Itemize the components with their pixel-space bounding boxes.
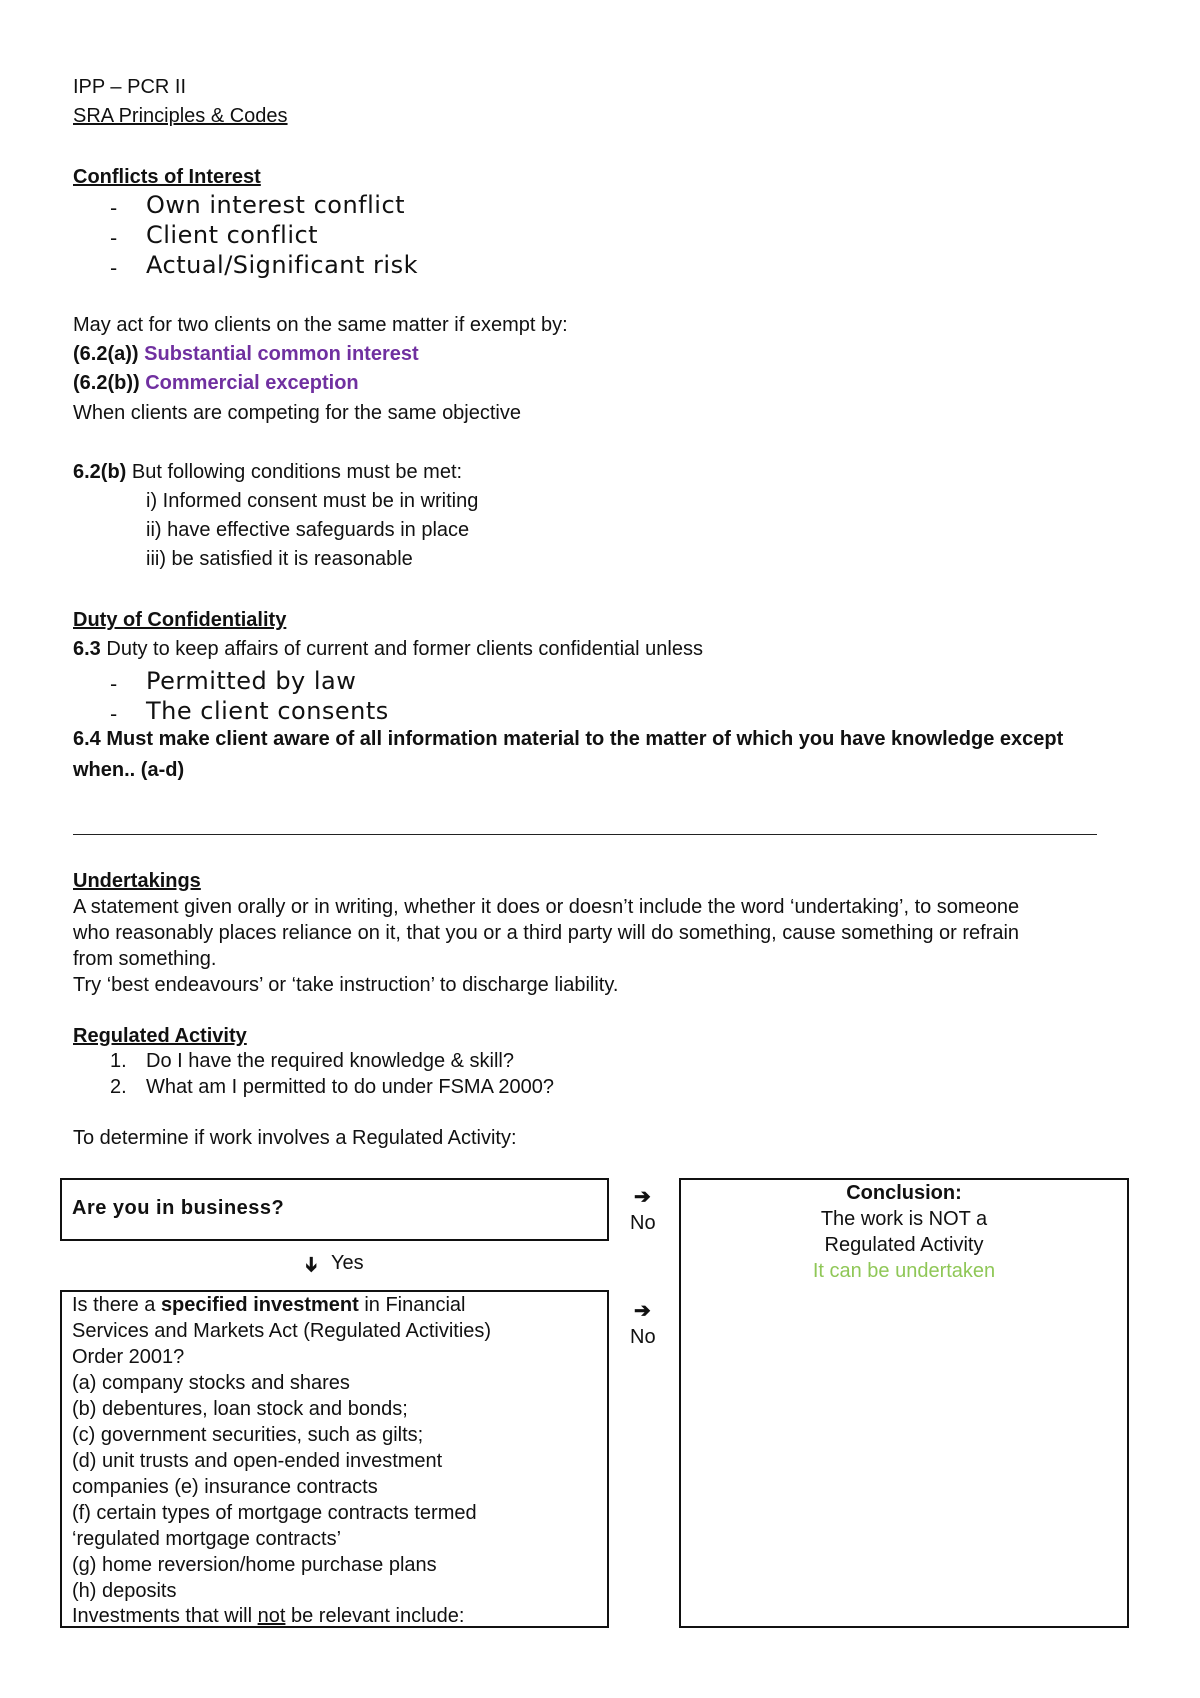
regulated-item: Do I have the required knowledge & skill? bbox=[146, 1050, 514, 1072]
rule-text: Duty to keep affairs of current and former clients confidential unless bbox=[106, 638, 703, 660]
regulated-heading: Regulated Activity bbox=[73, 1025, 247, 1047]
investment-question-cont: Order 2001? bbox=[72, 1346, 185, 1368]
determine-text: To determine if work involves a Regulated Activity: bbox=[73, 1127, 517, 1149]
undertakings-text: A statement given orally or in writing, whether it does or doesn’t include the word ‘undertaking’, to someone bbox=[73, 896, 1020, 918]
confidentiality-bullet: The client consents bbox=[146, 697, 389, 725]
investment-question bbox=[72, 1294, 466, 1317]
regulated-item: What am I permitted to do under FSMA 2000? bbox=[146, 1076, 554, 1098]
competing-note: When clients are competing for the same objective bbox=[73, 402, 521, 424]
no-label: No bbox=[630, 1212, 656, 1234]
undertakings-tip: Try ‘best endeavours’ or ‘take instruction’ to discharge liability. bbox=[73, 974, 619, 996]
conclusion-title: Conclusion: bbox=[846, 1182, 962, 1204]
conflicts-heading: Conflicts of Interest bbox=[73, 166, 261, 188]
question-box-investment bbox=[60, 1290, 609, 1628]
exclusions-not: not bbox=[257, 1605, 286, 1627]
undertakings-heading: Undertakings bbox=[73, 870, 201, 892]
q2-bold: specified investment bbox=[160, 1294, 359, 1316]
condition-item: iii) be satisfied it is reasonable bbox=[146, 548, 413, 570]
exemption-text: Substantial common interest bbox=[144, 343, 419, 365]
conclusion-box bbox=[679, 1178, 1129, 1628]
conclusion-text: The work is NOT a bbox=[820, 1208, 988, 1230]
condition-item: i) Informed consent must be in writing bbox=[146, 490, 479, 512]
rule-6-4-cont: when.. (a-d) bbox=[73, 759, 185, 781]
section-divider bbox=[73, 834, 1097, 835]
exemption-text: Commercial exception bbox=[145, 372, 359, 394]
bullet-dash-icon: - bbox=[110, 256, 118, 280]
arrow-down-icon: ➔ bbox=[299, 1256, 322, 1273]
conflict-bullet: Own interest conflict bbox=[146, 191, 406, 219]
investment-item: (f) certain types of mortgage contracts termed bbox=[72, 1502, 477, 1524]
conflict-bullet: Client conflict bbox=[146, 221, 319, 249]
bullet-dash-icon: - bbox=[110, 196, 118, 220]
bullet-dash-icon: - bbox=[110, 226, 118, 250]
exclusions-post: be relevant include: bbox=[285, 1605, 465, 1627]
rule-6-4 bbox=[73, 728, 1063, 751]
investment-item: (a) company stocks and shares bbox=[72, 1372, 350, 1394]
rule-text: Must make client aware of all information material to the matter of which you have knowledge except bbox=[106, 728, 1064, 750]
doc-title: SRA Principles & Codes bbox=[73, 105, 288, 127]
doc-subtitle: IPP – PCR II bbox=[73, 76, 187, 98]
conditions-ref: 6.2(b) bbox=[73, 461, 127, 483]
exemption-line-1 bbox=[73, 343, 419, 366]
confidentiality-heading: Duty of Confidentiality bbox=[73, 609, 287, 631]
exemption-line-2 bbox=[73, 372, 359, 395]
no-label: No bbox=[630, 1326, 656, 1348]
q2-post: in Financial bbox=[358, 1294, 466, 1316]
investment-item: (d) unit trusts and open-ended investment bbox=[72, 1450, 443, 1472]
investment-item: (h) deposits bbox=[72, 1580, 177, 1602]
undertakings-text: who reasonably places reliance on it, that you or a third party will do something, cause something or refrain bbox=[73, 922, 1020, 944]
undertakings-text: from something. bbox=[73, 948, 217, 970]
exemption-ref: (6.2(a)) bbox=[73, 343, 139, 365]
conclusion-text: Regulated Activity bbox=[824, 1234, 984, 1256]
exemption-ref: (6.2(b)) bbox=[73, 372, 140, 394]
regulated-item-number: 1. bbox=[110, 1050, 127, 1072]
investment-item: (c) government securities, such as gilts; bbox=[72, 1424, 424, 1446]
question-business: Are you in business? bbox=[72, 1197, 285, 1219]
conflict-bullet: Actual/Significant risk bbox=[146, 251, 418, 279]
yes-label: Yes bbox=[331, 1252, 364, 1274]
bullet-dash-icon: - bbox=[110, 702, 118, 726]
bullet-dash-icon: - bbox=[110, 672, 118, 696]
rule-6-3 bbox=[73, 638, 703, 661]
regulated-item-number: 2. bbox=[110, 1076, 127, 1098]
exclusions-pre: Investments that will bbox=[72, 1605, 258, 1627]
exempt-intro: May act for two clients on the same matter if exempt by: bbox=[73, 314, 568, 336]
arrow-right-icon: ➔ bbox=[634, 1186, 651, 1208]
investment-item: companies (e) insurance contracts bbox=[72, 1476, 378, 1498]
investment-question-cont: Services and Markets Act (Regulated Activities) bbox=[72, 1320, 492, 1342]
q2-pre: Is there a bbox=[72, 1294, 161, 1316]
conditions-text: But following conditions must be met: bbox=[131, 461, 463, 483]
confidentiality-bullet: Permitted by law bbox=[146, 667, 357, 695]
condition-item: ii) have effective safeguards in place bbox=[146, 519, 470, 541]
rule-ref: 6.3 bbox=[73, 638, 101, 660]
investment-exclusions bbox=[72, 1605, 464, 1628]
investment-item: (g) home reversion/home purchase plans bbox=[72, 1554, 437, 1576]
question-box-business bbox=[60, 1178, 609, 1241]
investment-item: (b) debentures, loan stock and bonds; bbox=[72, 1398, 408, 1420]
arrow-right-icon: ➔ bbox=[634, 1300, 651, 1322]
conclusion-note: It can be undertaken bbox=[812, 1260, 996, 1282]
rule-ref: 6.4 bbox=[73, 728, 101, 750]
conditions-intro bbox=[73, 461, 462, 484]
investment-item: ‘regulated mortgage contracts’ bbox=[72, 1528, 342, 1550]
